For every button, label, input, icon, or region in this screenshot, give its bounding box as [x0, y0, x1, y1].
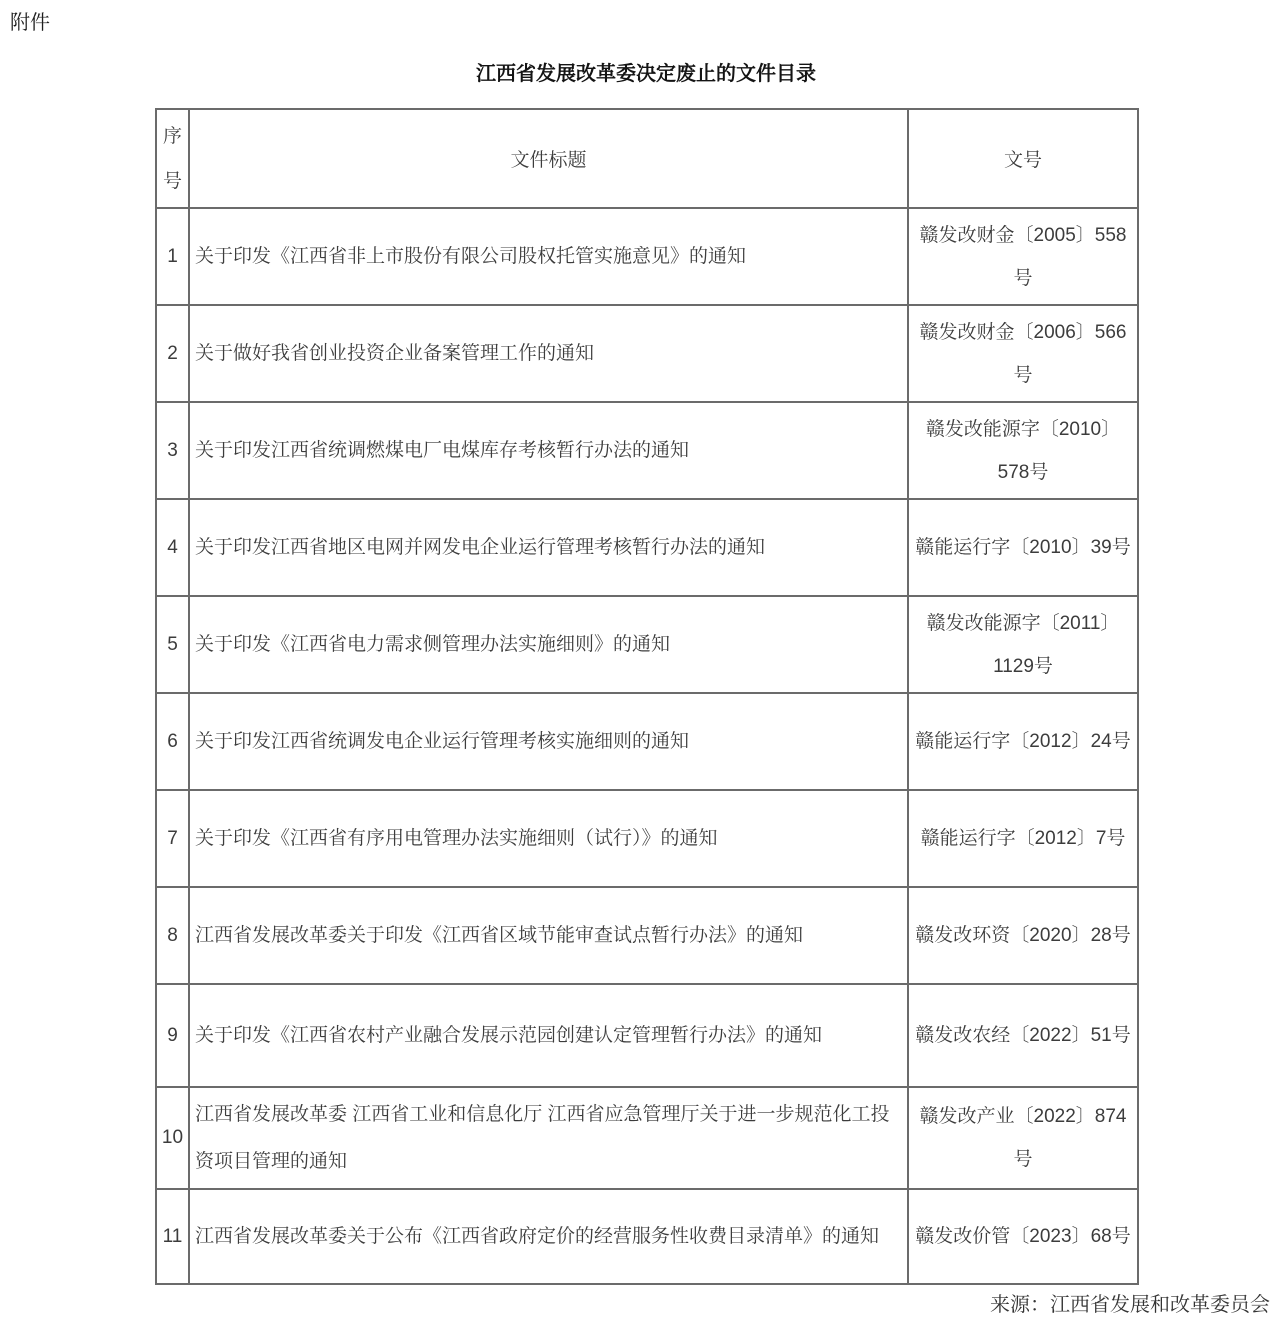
table-row [156, 305, 1138, 402]
row-title: 关于做好我省创业投资企业备案管理工作的通知 [189, 305, 908, 402]
attachment-label: 附件 [10, 12, 50, 34]
row-title: 关于印发《江西省电力需求侧管理办法实施细则》的通知 [189, 596, 908, 693]
row-doc-number: 赣发改财金〔2005〕558号 [908, 208, 1138, 305]
column-header-doc-number: 文号 [908, 109, 1138, 208]
row-index: 8 [156, 887, 189, 984]
row-doc-number: 赣能运行字〔2012〕7号 [908, 790, 1138, 887]
table-row [156, 790, 1138, 887]
row-title: 关于印发江西省统调发电企业运行管理考核实施细则的通知 [189, 693, 908, 790]
row-title: 江西省发展改革委关于印发《江西省区域节能审查试点暂行办法》的通知 [189, 887, 908, 984]
source-attribution: 来源：江西省发展和改革委员会 [990, 1294, 1270, 1316]
table-row [156, 1087, 1138, 1189]
row-index: 3 [156, 402, 189, 499]
row-index: 4 [156, 499, 189, 596]
row-doc-number: 赣发改价管〔2023〕68号 [908, 1189, 1138, 1284]
table-row [156, 596, 1138, 693]
row-doc-number: 赣能运行字〔2012〕24号 [908, 693, 1138, 790]
table-row [156, 887, 1138, 984]
row-doc-number: 赣发改能源字〔2011〕1129号 [908, 596, 1138, 693]
row-doc-number: 赣发改能源字〔2010〕578号 [908, 402, 1138, 499]
table-row [156, 984, 1138, 1087]
abolished-documents-table [155, 108, 1139, 1285]
row-title: 江西省发展改革委关于公布《江西省政府定价的经营服务性收费目录清单》的通知 [189, 1189, 908, 1284]
row-doc-number: 赣发改农经〔2022〕51号 [908, 984, 1138, 1087]
row-doc-number: 赣发改产业〔2022〕874号 [908, 1087, 1138, 1189]
document-body [155, 60, 1137, 1285]
page-title: 江西省发展改革委决定废止的文件目录 [476, 63, 816, 85]
row-title: 关于印发《江西省有序用电管理办法实施细则（试行）》的通知 [189, 790, 908, 887]
row-index: 11 [156, 1189, 189, 1284]
row-index: 9 [156, 984, 189, 1087]
row-index: 1 [156, 208, 189, 305]
row-title: 关于印发《江西省非上市股份有限公司股权托管实施意见》的通知 [189, 208, 908, 305]
row-index: 5 [156, 596, 189, 693]
table-row [156, 499, 1138, 596]
row-doc-number: 赣发改财金〔2006〕566号 [908, 305, 1138, 402]
column-header-index: 序号 [156, 109, 189, 208]
row-doc-number: 赣发改环资〔2020〕28号 [908, 887, 1138, 984]
table-header-row [156, 109, 1138, 208]
row-title: 关于印发江西省地区电网并网发电企业运行管理考核暂行办法的通知 [189, 499, 908, 596]
row-doc-number: 赣能运行字〔2010〕39号 [908, 499, 1138, 596]
row-title: 江西省发展改革委 江西省工业和信息化厅 江西省应急管理厅关于进一步规范化工投资项目管理的通知 [189, 1087, 908, 1189]
table-row [156, 208, 1138, 305]
row-index: 7 [156, 790, 189, 887]
row-title: 关于印发《江西省农村产业融合发展示范园创建认定管理暂行办法》的通知 [189, 984, 908, 1087]
table-row [156, 1189, 1138, 1284]
row-title: 关于印发江西省统调燃煤电厂电煤库存考核暂行办法的通知 [189, 402, 908, 499]
table-row [156, 693, 1138, 790]
table-row [156, 402, 1138, 499]
row-index: 10 [156, 1087, 189, 1189]
row-index: 2 [156, 305, 189, 402]
column-header-title: 文件标题 [189, 109, 908, 208]
row-index: 6 [156, 693, 189, 790]
